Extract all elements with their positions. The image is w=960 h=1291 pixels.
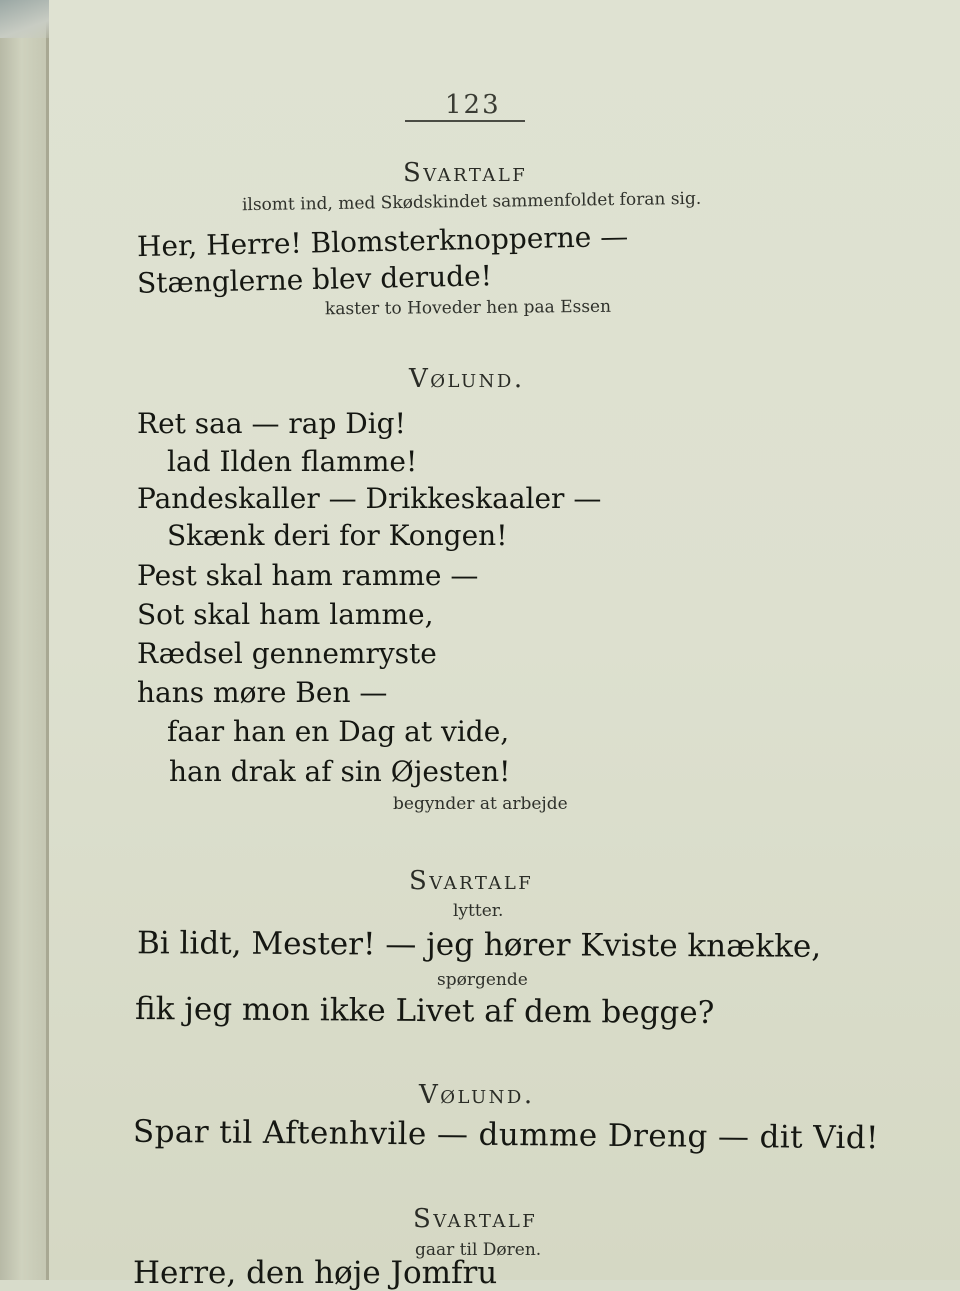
speaker-svartalf: Svartalf — [403, 158, 528, 188]
verse-line: han drak af sin Øjesten! — [169, 755, 511, 788]
book-page — [49, 0, 960, 1291]
speaker-volund: Vølund. — [419, 1080, 535, 1110]
page-number-rule — [405, 120, 525, 122]
page-number: 123 — [445, 90, 501, 120]
stage-direction: lytter. — [453, 901, 504, 921]
verse-line: Herre, den høje Jomfru — [133, 1255, 498, 1291]
stage-direction: begynder at arbejde — [393, 794, 568, 814]
verse-line: lad Ilden flamme! — [167, 445, 418, 478]
verse-line: Pest skal ham ramme — — [137, 559, 479, 592]
stage-direction: gaar til Døren. — [415, 1240, 542, 1260]
verse-line: Spar til Aftenhvile — dumme Dreng — dit Vid! — [132, 1113, 880, 1157]
verse-line: Rædsel gennemryste — [137, 637, 437, 670]
verse-line: Ret saa — rap Dig! — [137, 407, 406, 440]
speaker-volund: Vølund. — [409, 364, 525, 394]
stage-direction: kaster to Hoveder hen paa Essen — [324, 296, 612, 320]
stage-direction: ilsomt ind, med Skødskindet sammenfoldet foran sig. — [241, 188, 702, 216]
verse-line: faar han en Dag at vide, — [167, 715, 510, 748]
stage-direction: spørgende — [437, 970, 528, 990]
verse-line: fik jeg mon ikke Livet af dem begge? — [134, 990, 715, 1032]
verse-line: Bi lidt, Mester! — jeg hører Kviste knække, — [136, 925, 822, 965]
verse-line: hans møre Ben — — [137, 676, 388, 709]
verse-line: Sot skal ham lamme, — [137, 598, 434, 631]
verse-line: Stænglerne blev derude! — [136, 259, 493, 300]
speaker-svartalf: Svartalf — [413, 1204, 538, 1234]
book-gutter — [0, 0, 48, 1280]
verse-line: Her, Herre! Blomsterknopperne — — [136, 219, 629, 264]
verse-line: Skænk deri for Kongen! — [167, 519, 508, 552]
verse-line: Pandeskaller — Drikkeskaaler — — [137, 482, 602, 515]
speaker-svartalf: Svartalf — [409, 866, 534, 896]
